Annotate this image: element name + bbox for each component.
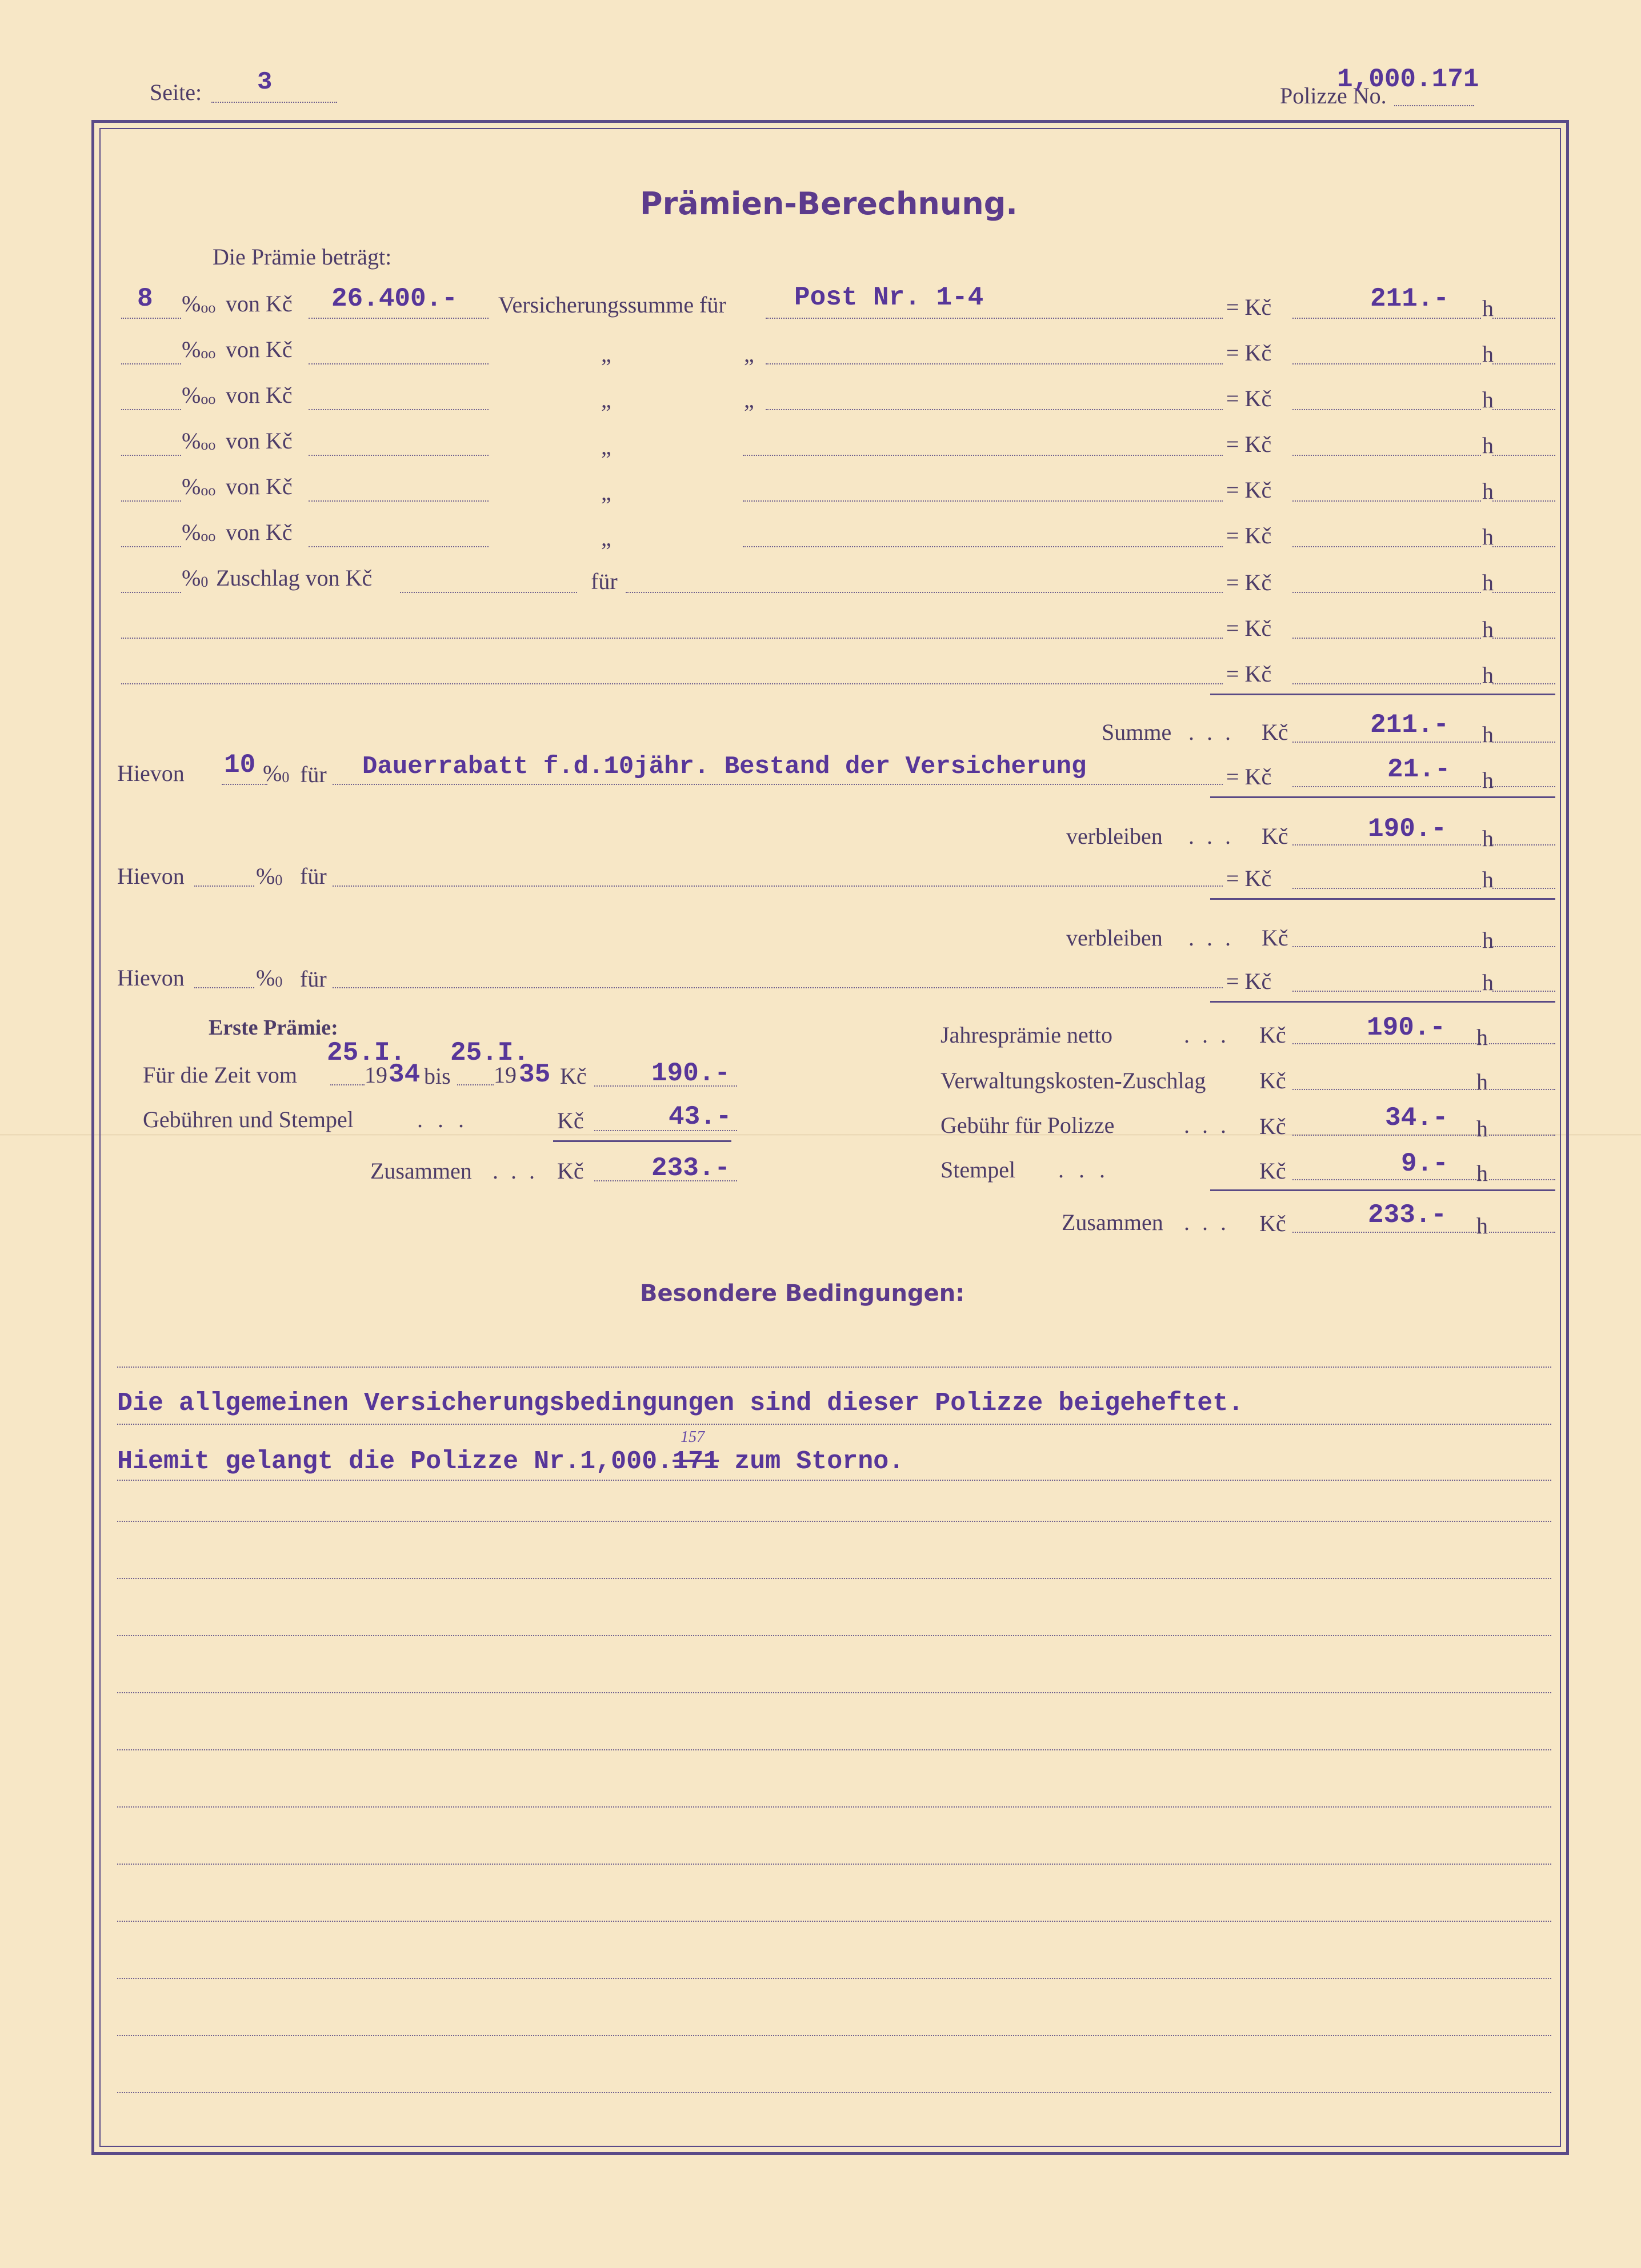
amount-dotline <box>309 409 489 410</box>
zusammen-label: Zusammen <box>370 1158 472 1184</box>
ditto-mark: „ <box>744 341 754 367</box>
ditto-mark: „ <box>601 434 611 459</box>
rate-dotline <box>121 455 181 456</box>
amount-dotline <box>400 592 577 593</box>
result-dotline <box>1292 546 1481 547</box>
gebuehr-value: 34.- <box>1385 1103 1448 1133</box>
h-dotline <box>1489 1179 1555 1180</box>
percent-dotline <box>222 784 267 785</box>
netto-value: 190.- <box>1367 1013 1446 1043</box>
h-label: h <box>1482 387 1494 412</box>
ditto-mark: „ <box>601 341 611 367</box>
leader-dots: . . . <box>417 1107 469 1132</box>
fuer-label: für <box>300 863 327 889</box>
h-label: h <box>1482 867 1494 892</box>
condition-line-3 <box>117 1480 1551 1481</box>
h-dotline <box>1489 1135 1555 1136</box>
von-kc-label: von Kč <box>226 474 293 499</box>
rate-dotline <box>121 500 181 502</box>
percent-label: %0 <box>182 565 209 591</box>
besondere-heading: Besondere Bedingungen: <box>640 1280 965 1307</box>
erste-praemie-heading: Erste Prämie: <box>209 1016 338 1040</box>
verbleiben-label: verbleiben <box>1066 925 1163 951</box>
ditto-mark: „ <box>601 387 611 412</box>
result-dotline <box>1292 991 1481 992</box>
condition-line-4 <box>117 1521 1551 1522</box>
rate-dotline <box>121 363 181 364</box>
ditto-mark: „ <box>601 479 611 505</box>
eq-kc-label: = Kč <box>1226 968 1272 994</box>
h-label: h <box>1476 1213 1488 1239</box>
hievon-label: Hievon <box>117 760 185 786</box>
eq-kc-label: = Kč <box>1226 661 1272 687</box>
h-label: h <box>1482 722 1494 747</box>
form-inner-frame <box>99 128 1561 2147</box>
h-dotline <box>1492 991 1555 992</box>
summe-label: Summe <box>1102 719 1172 745</box>
struck-number: 171 157 <box>673 1428 719 1476</box>
to-day: 25.I. <box>450 1038 530 1068</box>
amount-dotline <box>309 318 489 319</box>
condition-line-7 <box>117 1692 1551 1693</box>
versicherungssumme-label: Versicherungssumme für <box>498 292 726 318</box>
ditto-mark: „ <box>744 387 754 412</box>
sum-rule <box>1210 898 1555 900</box>
eq-kc-label: = Kč <box>1226 477 1272 503</box>
result-dotline <box>1292 318 1481 319</box>
from-year: 34 <box>389 1060 421 1089</box>
h-label: h <box>1476 1024 1488 1050</box>
eq-kc-label: = Kč <box>1226 340 1272 366</box>
condition-line-9 <box>117 1806 1551 1808</box>
seite-dotline <box>211 102 337 103</box>
h-dotline <box>1492 318 1555 319</box>
leader-dots: . . . <box>1184 1022 1230 1048</box>
rate-dotline <box>121 409 181 410</box>
result-dotline <box>1292 638 1481 639</box>
eq-kc-label: = Kč <box>1226 570 1272 595</box>
result-dotline <box>1292 409 1481 410</box>
reason-dotline <box>333 885 1223 887</box>
h-dotline <box>1492 409 1555 410</box>
gebuehr-dotline <box>1292 1135 1481 1136</box>
result-dotline <box>1292 786 1481 787</box>
verwaltung-dotline <box>1292 1089 1481 1090</box>
fuer-label: für <box>300 966 327 992</box>
amount-dotline <box>309 455 489 456</box>
intro-text: Die Prämie beträgt: <box>213 244 392 270</box>
condition-text-1: Die allgemeinen Versicherungsbedingungen sind dieser Polizze beigeheftet. <box>117 1389 1244 1418</box>
kc-label: Kč <box>1259 1068 1286 1093</box>
h-dotline <box>1492 638 1555 639</box>
year-prefix: 19 <box>494 1062 517 1088</box>
result-dotline <box>1292 946 1481 947</box>
discount-value: 21.- <box>1387 755 1451 784</box>
post-dotline <box>743 455 1223 456</box>
polizze-dotline <box>1394 105 1474 106</box>
h-label: h <box>1482 524 1494 550</box>
h-dotline <box>1489 1089 1555 1090</box>
blank-dotline <box>121 638 1223 639</box>
to-dotline <box>457 1084 494 1085</box>
form-title: Prämien-Berechnung. <box>640 186 1018 222</box>
h-label: h <box>1482 616 1494 642</box>
percent-dotline <box>194 987 254 988</box>
von-kc-label: von Kč <box>226 428 293 454</box>
year-prefix: 19 <box>365 1062 387 1088</box>
hievon-label: Hievon <box>117 863 185 889</box>
eq-kc-label: = Kč <box>1226 294 1272 320</box>
condition-line-10 <box>117 1864 1551 1865</box>
percent-label: %0 <box>256 965 283 991</box>
netto-dotline <box>1292 1043 1481 1044</box>
zusammen-left-value: 233.- <box>651 1153 731 1183</box>
von-kc-label: von Kč <box>226 336 293 362</box>
kc-label: Kč <box>560 1063 587 1089</box>
zusammen-dotline <box>1292 1232 1481 1233</box>
h-dotline <box>1492 786 1555 787</box>
result-dotline <box>1292 455 1481 456</box>
zuschlag-label: Zuschlag von Kč <box>216 565 373 591</box>
kc-label: Kč <box>1262 925 1288 951</box>
sum-rule <box>1210 1001 1555 1003</box>
to-year: 35 <box>519 1060 551 1089</box>
h-dotline <box>1492 500 1555 502</box>
h-dotline <box>1492 683 1555 684</box>
result-dotline <box>1292 888 1481 889</box>
result-dotline <box>1292 742 1481 743</box>
from-day: 25.I. <box>327 1038 406 1068</box>
permille-label: %oo <box>182 291 216 316</box>
ditto-mark: „ <box>601 525 611 551</box>
h-label: h <box>1476 1116 1488 1141</box>
netto-label: Jahresprämie netto <box>940 1022 1112 1048</box>
h-dotline <box>1489 1043 1555 1044</box>
permille-label: %oo <box>182 382 216 408</box>
reason-dotline <box>333 987 1223 988</box>
leader-dots: . . . <box>1188 823 1234 849</box>
rate-value: 8 <box>137 284 153 314</box>
fuer-label: für <box>300 762 327 787</box>
von-kc-label: von Kč <box>226 382 293 408</box>
h-dotline <box>1492 844 1555 846</box>
post-dotline <box>743 500 1223 502</box>
zusammen-rule-right <box>1210 1189 1555 1191</box>
rate-dotline <box>121 592 181 593</box>
amount-value: 26.400.- <box>331 284 458 314</box>
leader-dots: . . . <box>493 1158 538 1184</box>
h-dotline <box>1492 455 1555 456</box>
rate-dotline <box>121 318 181 319</box>
gebuehr-label: Gebühr für Polizze <box>940 1112 1115 1138</box>
zusammen-right-value: 233.- <box>1368 1200 1447 1230</box>
h-label: h <box>1482 662 1494 688</box>
amount-dotline <box>309 500 489 502</box>
percent-dotline <box>194 885 254 887</box>
eq-kc-label: = Kč <box>1226 764 1272 790</box>
condition-text-2: Hiemit gelangt die Polizze Nr.1,000.171 157 zum Storno. <box>117 1428 904 1476</box>
h-label: h <box>1482 927 1494 953</box>
sum-rule <box>1210 796 1555 798</box>
h-label: h <box>1482 341 1494 367</box>
zusammen-rule-left <box>553 1140 731 1142</box>
discount-reason: Dauerrabatt f.d.10jähr. Bestand der Versicherung <box>362 752 1087 781</box>
kc-label: Kč <box>557 1158 584 1184</box>
h-dotline <box>1492 363 1555 364</box>
post-dotline <box>766 363 1223 364</box>
post-dotline <box>766 409 1223 410</box>
stempel-value: 9.- <box>1401 1149 1448 1179</box>
h-label: h <box>1482 767 1494 793</box>
von-kc-label: von Kč <box>226 519 293 545</box>
kc-label: Kč <box>1259 1113 1286 1139</box>
leader-dots: . . . <box>1188 719 1234 745</box>
post-dotline <box>626 592 1223 593</box>
condition-line-13 <box>117 2035 1551 2036</box>
result-dotline <box>1292 592 1481 593</box>
h-dotline <box>1492 888 1555 889</box>
bis-label: bis <box>424 1063 451 1089</box>
h-dotline <box>1489 1232 1555 1233</box>
permille-label: %oo <box>182 336 216 362</box>
eq-kc-label: = Kč <box>1226 865 1272 891</box>
gebuehren-value: 43.- <box>669 1102 732 1132</box>
condition-line-5 <box>117 1578 1551 1579</box>
sum-rule <box>1210 694 1555 695</box>
kc-label: Kč <box>557 1108 584 1133</box>
h-label: h <box>1482 969 1494 995</box>
h-dotline <box>1492 592 1555 593</box>
percent-label: %0 <box>256 863 283 889</box>
amount-dotline <box>309 363 489 364</box>
seite-label: Seite: <box>150 79 202 105</box>
h-label: h <box>1476 1160 1488 1186</box>
h-dotline <box>1492 546 1555 547</box>
percent-label: %0 <box>263 760 290 786</box>
verbleiben-value: 190.- <box>1368 814 1447 844</box>
permille-label: %oo <box>182 519 216 545</box>
h-label: h <box>1482 478 1494 504</box>
post-dotline <box>766 318 1223 319</box>
rate-dotline <box>121 546 181 547</box>
stempel-dotline <box>1292 1179 1481 1180</box>
gebuehren-label: Gebühren und Stempel <box>143 1107 354 1132</box>
kc-label: Kč <box>1259 1211 1286 1236</box>
condition-line-8 <box>117 1749 1551 1750</box>
verbleiben-label: verbleiben <box>1066 823 1163 849</box>
permille-label: %oo <box>182 474 216 499</box>
stempel-label: Stempel <box>940 1157 1016 1183</box>
leader-dots: . . . <box>1058 1157 1110 1183</box>
polizze-label: Polizze No. <box>1280 83 1387 109</box>
condition-line-6 <box>117 1635 1551 1636</box>
discount-percent: 10 <box>224 750 256 780</box>
h-label: h <box>1482 432 1494 458</box>
summe-value: 211.- <box>1370 710 1450 740</box>
condition-line-11 <box>117 1921 1551 1922</box>
from-dotline <box>330 1084 365 1085</box>
condition-line-14 <box>117 2092 1551 2093</box>
zeit-label: Für die Zeit vom <box>143 1062 297 1088</box>
blank-dotline <box>121 683 1223 684</box>
post-value: Post Nr. 1-4 <box>794 283 984 312</box>
condition-line-1 <box>117 1367 1551 1368</box>
verwaltung-label: Verwaltungskosten-Zuschlag <box>940 1068 1206 1093</box>
result-dotline <box>1292 500 1481 502</box>
polizze-number: 1,000.171 <box>1337 65 1479 94</box>
result-dotline <box>1292 844 1481 846</box>
leader-dots: . . . <box>1188 925 1234 951</box>
h-label: h <box>1482 295 1494 321</box>
amount-dotline <box>309 546 489 547</box>
kc-label: Kč <box>1259 1022 1286 1048</box>
leader-dots: . . . <box>1184 1209 1230 1235</box>
eq-kc-label: = Kč <box>1226 523 1272 548</box>
condition-line-12 <box>117 1978 1551 1979</box>
kc-label: Kč <box>1259 1158 1286 1184</box>
h-dotline <box>1492 742 1555 743</box>
leader-dots: . . . <box>1184 1112 1230 1138</box>
h-label: h <box>1476 1069 1488 1095</box>
reason-dotline <box>333 784 1223 785</box>
h-label: h <box>1482 826 1494 851</box>
condition-line-2 <box>117 1424 1551 1425</box>
eq-kc-label: = Kč <box>1226 615 1272 641</box>
h-label: h <box>1482 570 1494 595</box>
result-value: 211.- <box>1370 284 1450 314</box>
hievon-label: Hievon <box>117 965 185 991</box>
permille-label: %oo <box>182 428 216 454</box>
kc-label: Kč <box>1262 719 1288 745</box>
post-dotline <box>743 546 1223 547</box>
zeit-value: 190.- <box>651 1059 731 1088</box>
kc-label: Kč <box>1262 823 1288 849</box>
h-dotline <box>1492 946 1555 947</box>
result-dotline <box>1292 363 1481 364</box>
result-dotline <box>1292 683 1481 684</box>
von-kc-label: von Kč <box>226 291 293 316</box>
seite-number: 3 <box>257 68 273 97</box>
zusammen-label: Zusammen <box>1062 1209 1163 1235</box>
fuer-label: für <box>591 568 618 594</box>
eq-kc-label: = Kč <box>1226 431 1272 457</box>
eq-kc-label: = Kč <box>1226 386 1272 411</box>
